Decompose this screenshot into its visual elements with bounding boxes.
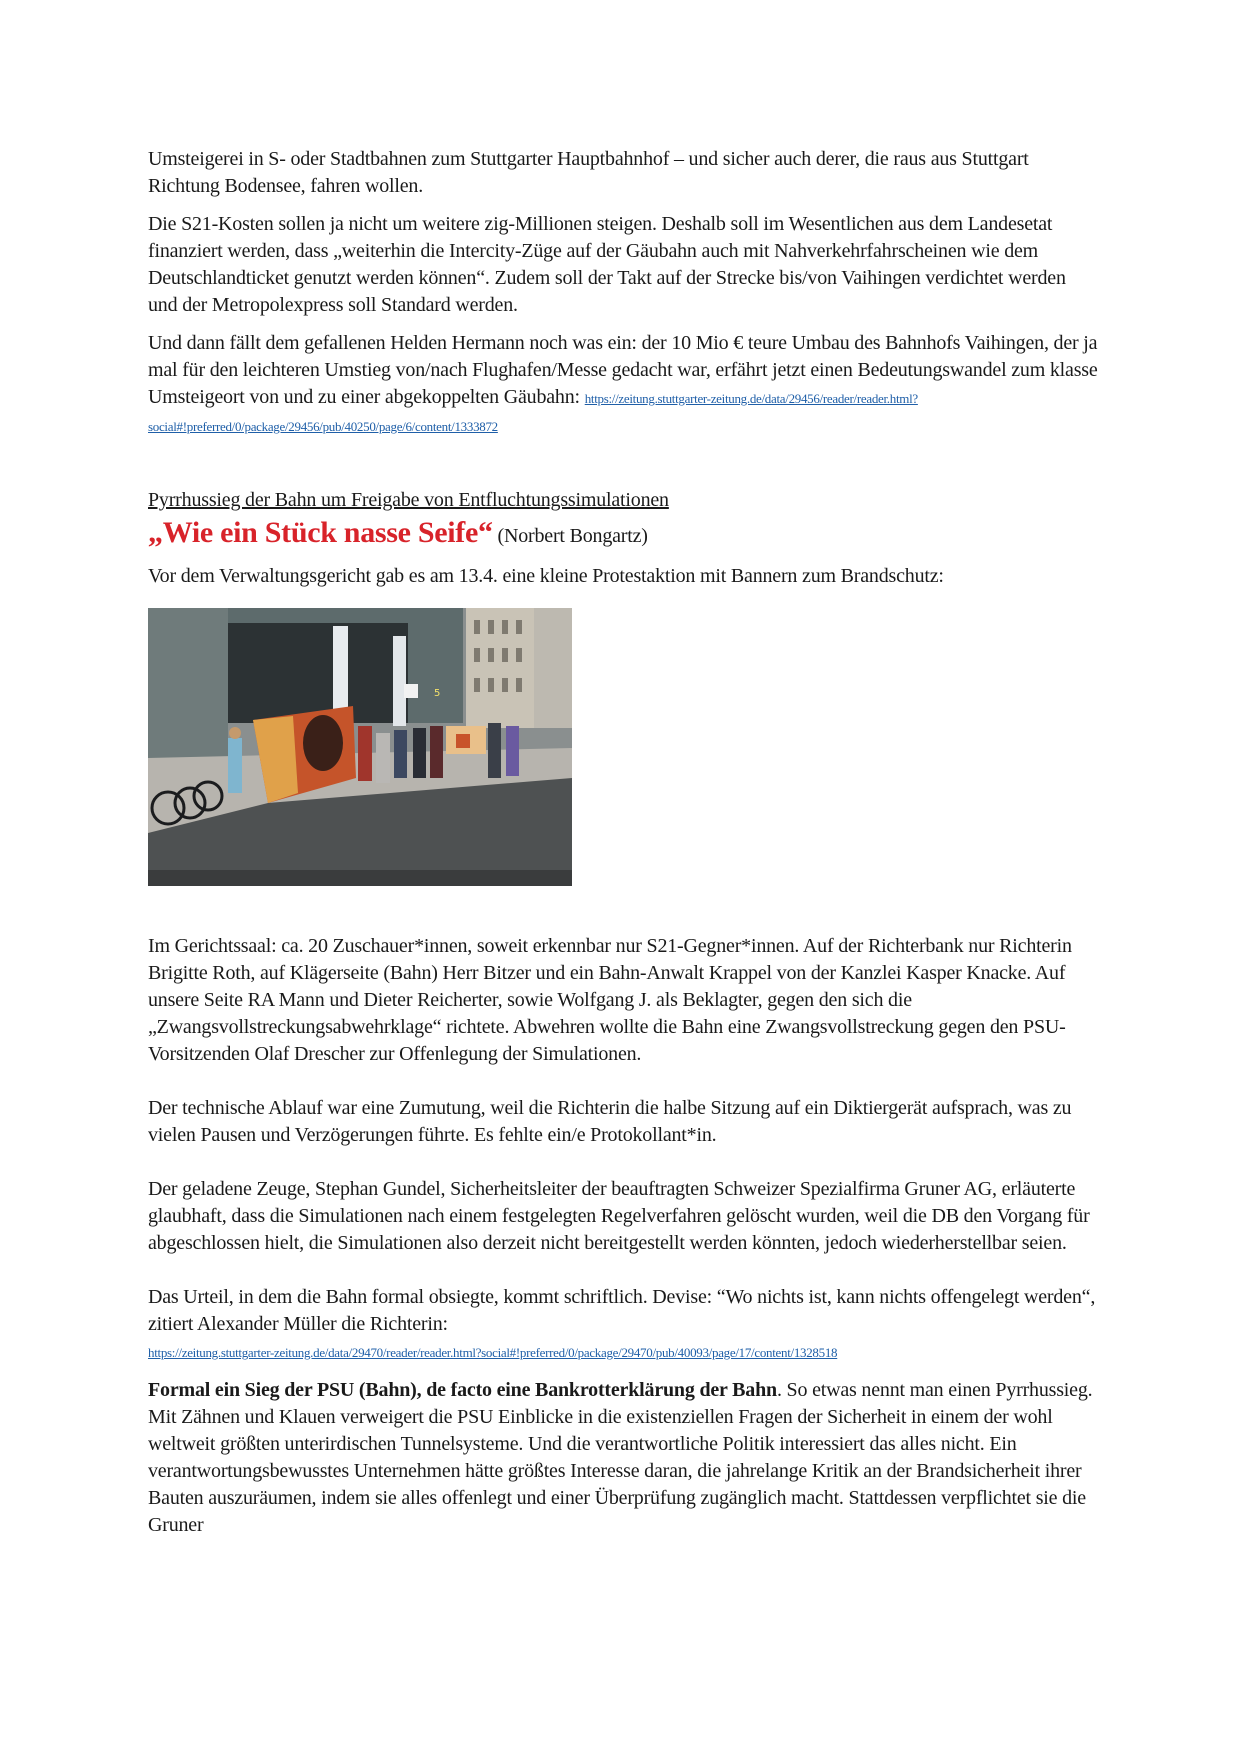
article-paragraph-urteil-text: Das Urteil, in dem die Bahn formal obsiegte, kommt schriftlich. Devise: “Wo nichts ist, kann nichts offengelegt werden“, zitiert Alexander Müller die Richterin:: [148, 1286, 1096, 1335]
article-intro: Vor dem Verwaltungsgericht gab es am 13.4. eine kleine Protestaktion mit Bannern zum Brandschutz:: [148, 565, 944, 587]
paragraph-s21-kosten: Die S21-Kosten sollen ja nicht um weitere zig-Millionen steigen. Deshalb soll im Wesentlichen aus dem Landesetat finanziert werden, dass „weiterhin die Intercity-Züge auf der Gäubahn auch mit Nahverkehrfahrscheinen wie dem Deutschlandticket genutzt werden können“. Zudem soll der Takt auf der Strecke bis/von Vaihingen verdichtet werden und der Metropolexpress soll Standard werden.: [148, 213, 1066, 316]
photo-sign-number: 5: [434, 688, 441, 699]
article: [148, 487, 1098, 1539]
protest-photo: [148, 608, 572, 886]
article-paragraph-urteil: [148, 1284, 1098, 1366]
article-paragraph-zeuge: Der geladene Zeuge, Stephan Gundel, Sicherheitsleiter der beauftragten Schweizer Spezialfirma Gruner AG, erläuterte glaubhaft, dass die Simulationen nach einem festgelegten Regelverfahren gelöscht wurden, weil die DB den Vorgang für abgeschlossen hielt, die Simulationen also derzeit nicht bereitgestellt werden könnten, jedoch wiederherstellbar seien.: [148, 1178, 1090, 1254]
article-paragraph-fazit: [148, 1377, 1098, 1539]
article-byline: (Norbert Bongartz): [497, 525, 648, 547]
article-fazit-text: . So etwas nennt man einen Pyrrhussieg. Mit Zähnen und Klauen verweigert die PSU Einblicke in die existenziellen Fragen der Sicherheit in einem der wohl weltweit größten unterirdischen Tunnelsysteme. Und die verantwortliche Politik interessiert das alles nicht. Ein verantwortungsbewusstes Unternehmen hätte größtes Interesse daran, die jahrelange Kritik an der Brandsicherheit ihrer Bauten auszuräumen, indem sie alles offenlegt und einer Überprüfung zugänglich macht. Stattdessen verpflichtet sie die Gruner: [148, 1379, 1093, 1536]
article-paragraph-ablauf: Der technische Ablauf war eine Zumutung, weil die Richterin die halbe Sitzung auf ein Diktiergerät aufsprach, was zu vielen Pausen und Verzögerungen führte. Es fehlte ein/e Protokollant*in.: [148, 1097, 1072, 1146]
paragraph-vaihingen: [148, 330, 1098, 440]
link-stuttgarter-zeitung-1[interactable]: https://zeitung.stuttgarter-zeitung.de/data/29456/reader/reader.html?social#!preferred/0/package/29456/pub/40250/page/6/content/1333872: [148, 391, 918, 434]
article-title-line: [148, 514, 1098, 552]
paragraph-vaihingen-text: Und dann fällt dem gefallenen Helden Hermann noch was ein: der 10 Mio € teure Umbau des Bahnhofs Vaihingen, der ja mal für den leichteren Umstieg von/nach Flughafen/Messe gedacht war, erfährt jetzt einen Bedeutungswandel zum klasse Umsteigeort von und zu einer abgekoppelten Gäubahn:: [148, 332, 1098, 408]
article-kicker: Pyrrhussieg der Bahn um Freigabe von Entfluchtungssimulationen: [148, 489, 669, 511]
protest-photo-image: [148, 608, 572, 886]
paragraph-umsteigerei: Umsteigerei in S- oder Stadtbahnen zum Stuttgarter Hauptbahnhof – und sicher auch derer, die raus aus Stuttgart Richtung Bodensee, fahren wollen.: [148, 148, 1029, 197]
article-fazit-bold: Formal ein Sieg der PSU (Bahn), de facto eine Bankrotterklärung der Bahn: [148, 1379, 777, 1401]
document-page: [148, 146, 1098, 1539]
article-headline: „Wie ein Stück nasse Seife“: [148, 516, 493, 549]
link-stuttgarter-zeitung-2[interactable]: https://zeitung.stuttgarter-zeitung.de/data/29470/reader/reader.html?social#!preferred/0/package/29470/pub/40093/page/17/content/1328518: [148, 1345, 838, 1360]
article-paragraph-gerichtssaal: Im Gerichtssaal: ca. 20 Zuschauer*innen, soweit erkennbar nur S21-Gegner*innen. Auf der Richterbank nur Richterin Brigitte Roth, auf Klägerseite (Bahn) Herr Bitzer und ein Bahn-Anwalt Krappel von der Kanzlei Kasper Knacke. Auf unsere Seite RA Mann und Dieter Reicherter, sowie Wolfgang J. als Beklagter, gegen den sich die „Zwangsvollstreckungsabwehrklage“ richtete. Abwehren wollte die Bahn eine Zwangsvollstreckung gegen den PSU-Vorsitzenden Olaf Drescher zur Offenlegung der Simulationen.: [148, 935, 1072, 1065]
